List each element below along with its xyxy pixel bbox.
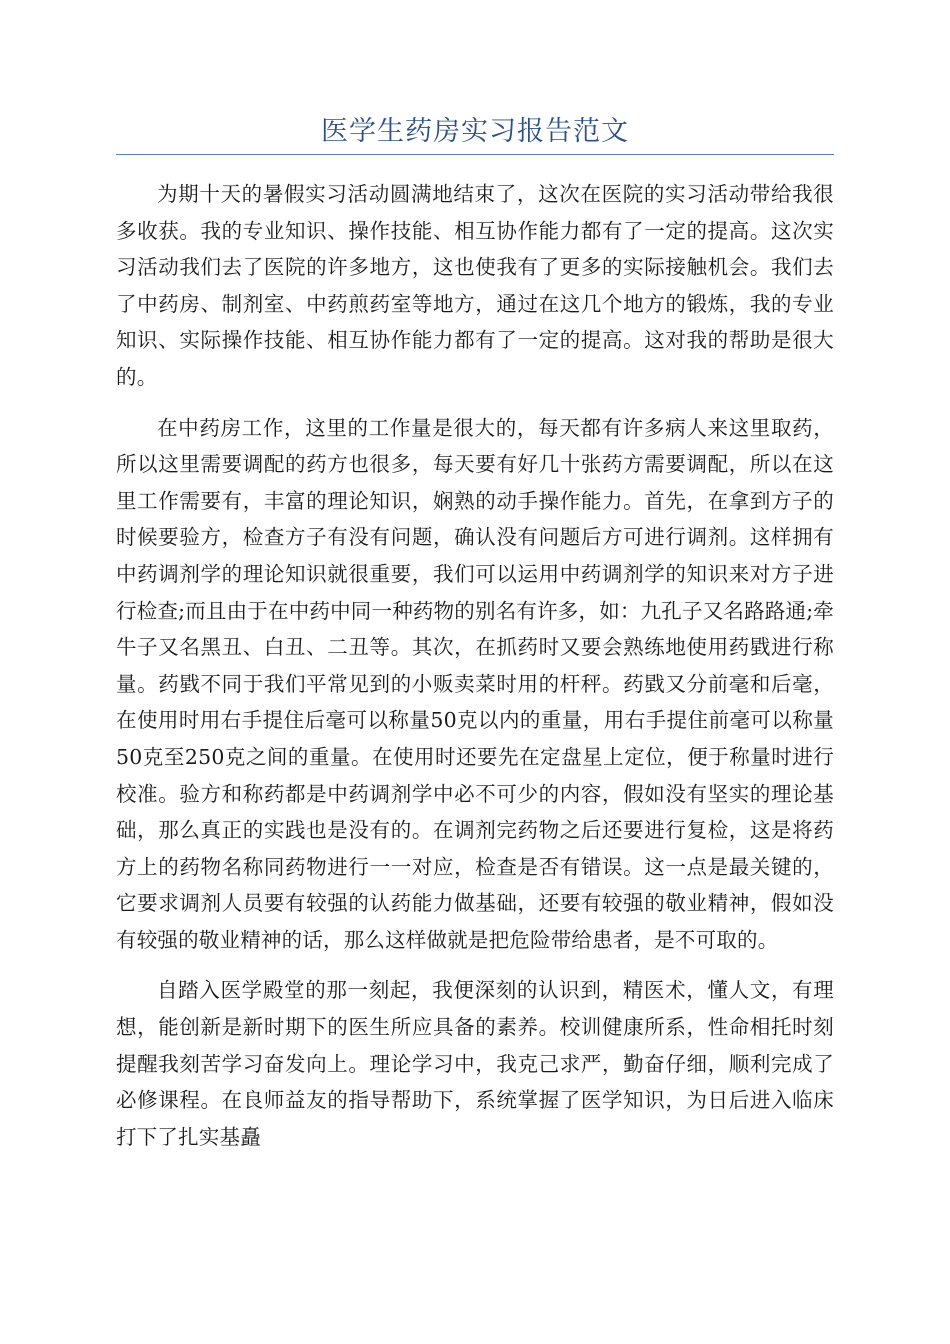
document-body	[116, 176, 834, 1169]
title-underline	[116, 154, 834, 155]
paragraph-1: 为期十天的暑假实习活动圆满地结束了，这次在医院的实习活动带给我很多收获。我的专业知识、操作技能、相互协作能力都有了一定的提高。这次实习活动我们去了医院的许多地方，这也使我有了更多的实际接触机会。我们去了中药房、制剂室、中药煎药室等地方，通过在这几个地方的锻炼，我的专业知识、实际操作技能、相互协作能力都有了一定的提高。这对我的帮助是很大的。	[116, 182, 834, 389]
paragraph-3: 自踏入医学殿堂的那一刻起，我便深刻的认识到，精医术，懂人文，有理想，能创新是新时期下的医生所应具备的素养。校训健康所系，性命相托时刻提醒我刻苦学习奋发向上。理论学习中，我克己求严，勤奋仔细，顺利完成了必修课程。在良师益友的指导帮助下，系统掌握了医学知识，为日后进入临床打下了扎实基矗	[116, 978, 834, 1149]
document-title: 医学生药房实习报告范文	[321, 116, 629, 147]
paragraph-2: 在中药房工作，这里的工作量是很大的，每天都有许多病人来这里取药，所以这里需要调配的药方也很多，每天要有好几十张药方需要调配，所以在这里工作需要有，丰富的理论知识，娴熟的动手操作能力。首先，在拿到方子的时候要验方，检查方子有没有问题，确认没有问题后方可进行调剂。这样拥有中药调剂学的理论知识就很重要，我们可以运用中药调剂学的知识来对方子进行检查;而且由于在中药中同一种药物的别名有许多，如：九孔子又名路路通;牵牛子又名黑丑、白丑、二丑等。其次，在抓药时又要会熟练地使用药戥进行称量。药戥不同于我们平常见到的小贩卖菜时用的杆秤。药戥又分前毫和后毫，在使用时用右手提住后毫可以称量50克以内的重量，用右手提住前毫可以称量50克至250克之间的重量。在使用时还要先在定盘星上定位，便于称量时进行校准。验方和称药都是中药调剂学中必不可少的内容，假如没有坚实的理论基础，那么真正的实践也是没有的。在调剂完药物之后还要进行复检，这是将药方上的药物名称同药物进行一一对应，检查是否有错误。这一点是最关键的，它要求调剂人员要有较强的认药能力做基础，还要有较强的敬业精神，假如没有较强的敬业精神的话，那么这样做就是把危险带给患者，是不可取的。	[116, 415, 835, 952]
